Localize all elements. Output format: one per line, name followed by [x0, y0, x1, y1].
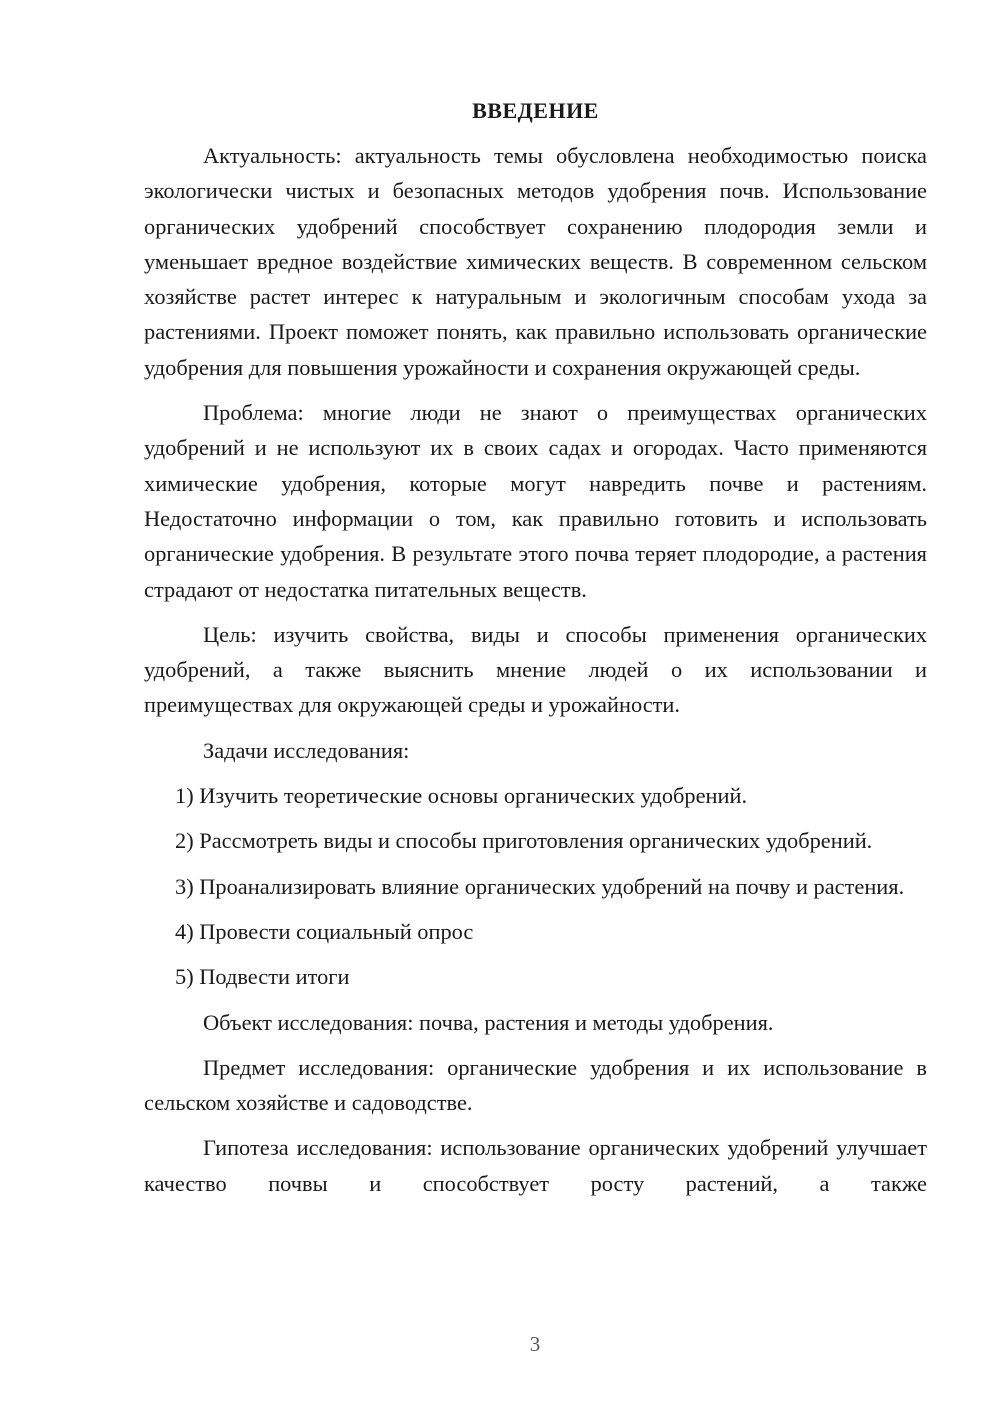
task-item: 4) Провести социальный опрос [175, 918, 474, 944]
task-item: 1) Изучить теоретические основы органических удобрений. [175, 783, 748, 809]
task-item: 5) Подвести итоги [175, 964, 350, 990]
page-title: ВВЕДЕНИЕ [472, 98, 599, 123]
tasks-heading: Задачи исследования: [203, 737, 410, 763]
subject-paragraph: Предмет исследования: органические удобрения и их использование в сельском хозяйстве и садоводстве. [144, 1054, 927, 1116]
object-paragraph: Объект исследования: почва, растения и методы удобрения. [203, 1009, 774, 1035]
task-item: 2) Рассмотреть виды и способы приготовления органических удобрений. [175, 828, 873, 854]
task-item: 3) Проанализировать влияние органических удобрений на почву и растения. [175, 873, 905, 899]
problem-paragraph: Проблема: многие люди не знают о преимуществах органических удобрений и не используют их в своих садах и огородах. Часто применяются химические удобрения, которые могут навредить почве и растениям. Недостаточно информации о том, как правильно готовить и использовать органические удобрения. В результате этого почва теряет плодородие, а растения страдают от недостатка питательных веществ. [144, 400, 927, 602]
page-content [144, 93, 927, 1201]
page-number: 3 [529, 1332, 541, 1356]
relevance-paragraph: Актуальность: актуальность темы обусловлена необходимостью поиска экологически чистых и безопасных методов удобрения почв. Использование органических удобрений способствует сохранению плодородия земли и уменьшает вредное воздействие химических веществ. В современном сельском хозяйстве растет интерес к натуральным и экологичным способам ухода за растениями. Проект поможет понять, как правильно использовать органические удобрения для повышения урожайности и сохранения окружающей среды. [144, 143, 927, 380]
hypothesis-paragraph: Гипотеза исследования: использование органических удобрений улучшает качество почвы и способствует росту растений, а также [144, 1135, 927, 1196]
goal-paragraph: Цель: изучить свойства, виды и способы применения органических удобрений, а также выяснить мнение людей о их использовании и преимуществах для окружающей среды и урожайности. [144, 621, 927, 718]
